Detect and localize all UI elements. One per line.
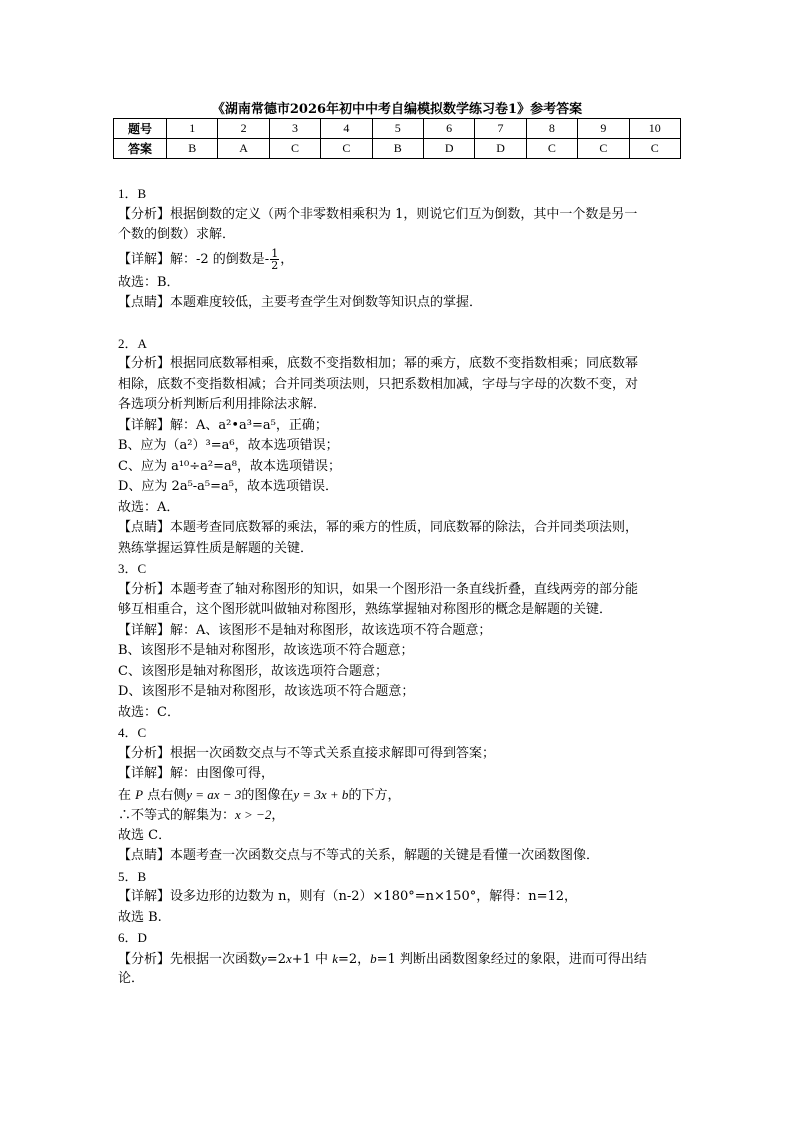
q1-analysis-line: 个数的倒数）求解．: [118, 227, 236, 242]
question-number-cell: 5: [372, 119, 423, 139]
q6-analysis-line: [118, 949, 678, 970]
q5-detail: 【详解】设多边形的边数为 n，则有（n-2）×180°=n×150°，解得：n=12，: [118, 889, 578, 904]
answer-cell: D: [475, 139, 526, 159]
q5-choice: 故选 B.: [118, 909, 162, 925]
q1-detail-end: ，: [280, 251, 294, 267]
q4-analysis: 【分析】根据一次函数交点与不等式关系直接求解即可得到答案；: [118, 745, 496, 761]
question-number-cell: 1: [167, 119, 218, 139]
var: x: [285, 950, 292, 966]
q1-detail-text: 【详解】解：-2 的倒数是-: [118, 251, 270, 267]
question-number-cell: 4: [321, 119, 372, 139]
q3-choice: 故选：C．: [118, 704, 180, 720]
text: 【分析】先根据一次函数: [118, 951, 262, 967]
q3-analysis-line: 【分析】本题考查了轴对称图形的知识，如果一个图形沿一条直线折叠，直线两旁的部分能: [118, 581, 639, 597]
question-number-cell: 8: [526, 119, 577, 139]
inequality: x > −2: [235, 807, 272, 822]
q2-choice: 故选：A．: [118, 499, 180, 515]
answer-label: 答案: [114, 139, 167, 159]
q2-detail-line: B、应为（a²）³=a⁶，故本选项错误；: [118, 438, 339, 453]
q4-choice: 故选 C．: [118, 827, 172, 843]
answer-table-header-row: [114, 119, 681, 139]
formula: y = ax − 3: [186, 786, 242, 802]
q4-detail-line: [118, 805, 678, 826]
var: k: [332, 950, 338, 966]
question-number-cell: 10: [629, 119, 680, 139]
page-title: 《湖南常德市2026年初中中考自编模拟数学练习卷1》参考答案: [211, 102, 583, 117]
answer-cell: C: [578, 139, 629, 159]
q2-comment-line: 【点睛】本题考查同底数幂的乘法，幂的乘方的性质，同底数幂的除法，合并同类项法则，: [118, 520, 639, 535]
q2-analysis-line: 相除，底数不变指数相减；合并同类项法则，只把系数相加减，字母与字母的次数不变，对: [118, 376, 639, 392]
text: 点右侧: [143, 787, 187, 803]
answer-cell: C: [526, 139, 577, 159]
q1-analysis-line: 【分析】根据倒数的定义（两个非零数相乘积为 1，则说它们互为倒数，其中一个数是另一: [118, 206, 638, 222]
q4-detail-line: 【详解】解：由图像可得，: [118, 766, 275, 781]
q3-detail-line: B、该图形不是轴对称图形，故该选项不符合题意；: [118, 643, 414, 658]
question-number-cell: 7: [475, 119, 526, 139]
var: y: [261, 950, 267, 966]
text: +1 中: [291, 951, 333, 967]
fraction-numerator: 1: [271, 246, 279, 260]
q2-detail-line: C、应为 a¹⁰÷a²=a⁸，故本选项错误；: [118, 458, 341, 474]
text: =1 判断出函数图象经过的象限，进而可得出结: [376, 951, 647, 967]
answer-cell: C: [629, 139, 680, 159]
q2-detail-line: D、应为 2a⁵-a⁵=a⁵，故本选项错误．: [118, 479, 338, 494]
text: =2: [266, 951, 286, 967]
question-number-cell: 2: [218, 119, 269, 139]
point-p: P: [135, 786, 144, 802]
answer-cell: B: [372, 139, 423, 159]
q2-comment-line: 熟练掌握运算性质是解题的关键．: [118, 540, 314, 556]
text: 在: [118, 787, 136, 803]
q1-heading: 1．B: [118, 186, 147, 201]
q3-analysis-line: 够互相重合，这个图形就叫做轴对称图形，熟练掌握轴对称图形的概念是解题的关键．: [118, 602, 613, 617]
q1-choice: 故选：B．: [118, 274, 180, 290]
q4-heading: 4．C: [118, 725, 147, 740]
q2-analysis-line: 各选项分析判断后利用排除法求解．: [118, 397, 327, 412]
q3-detail-line: C、该图形是轴对称图形，故该选项符合题意；: [118, 663, 388, 679]
q4-comment: 【点睛】本题考查一次函数交点与不等式的关系，解题的关键是看懂一次函数图像．: [118, 848, 600, 863]
q2-detail-line: 【详解】解：A、a²•a³=a⁵，正确；: [118, 417, 328, 433]
answer-table-answer-row: [114, 139, 681, 159]
q5-heading: 5．B: [118, 868, 147, 884]
answer-cell: C: [321, 139, 372, 159]
var: b: [370, 950, 377, 966]
q1-comment: 【点睛】本题难度较低，主要考查学生对倒数等知识点的掌握．: [118, 295, 483, 310]
q2-analysis-line: 【分析】根据同底数幂相乘，底数不变指数相加；幂的乘方，底数不变指数相乘；同底数幂: [118, 356, 639, 371]
question-number-cell: 9: [578, 119, 629, 139]
solutions: [118, 184, 678, 990]
q6-heading: 6．D: [118, 930, 147, 945]
question-number-label: 题号: [114, 119, 167, 139]
q3-detail-line: 【详解】解：A、该图形不是轴对称图形，故该选项不符合题意；: [118, 622, 492, 638]
answer-cell: D: [423, 139, 474, 159]
q3-detail-line: D、该图形不是轴对称图形，故该选项不符合题意；: [118, 684, 415, 699]
fraction: [270, 248, 279, 271]
text: =2，: [337, 951, 371, 967]
q2-heading: 2．A: [118, 335, 147, 351]
text: ∴不等式的解集为：: [118, 808, 236, 823]
text: 的图像在: [241, 787, 294, 803]
answer-cell: B: [167, 139, 218, 159]
spacer: [118, 314, 678, 334]
q4-detail-line: [118, 785, 678, 806]
question-number-cell: 6: [423, 119, 474, 139]
answer-table: [113, 118, 681, 159]
question-number-cell: 3: [269, 119, 320, 139]
q3-heading: 3．C: [118, 561, 147, 576]
text: ，: [271, 808, 285, 823]
q6-analysis-line: 论．: [118, 971, 145, 986]
formula: y = 3x + b: [293, 786, 349, 802]
text: 的下方，: [348, 787, 401, 803]
fraction-denominator: 2: [271, 258, 279, 272]
answer-cell: A: [218, 139, 269, 159]
answer-cell: C: [269, 139, 320, 159]
q1-detail: [118, 246, 678, 273]
